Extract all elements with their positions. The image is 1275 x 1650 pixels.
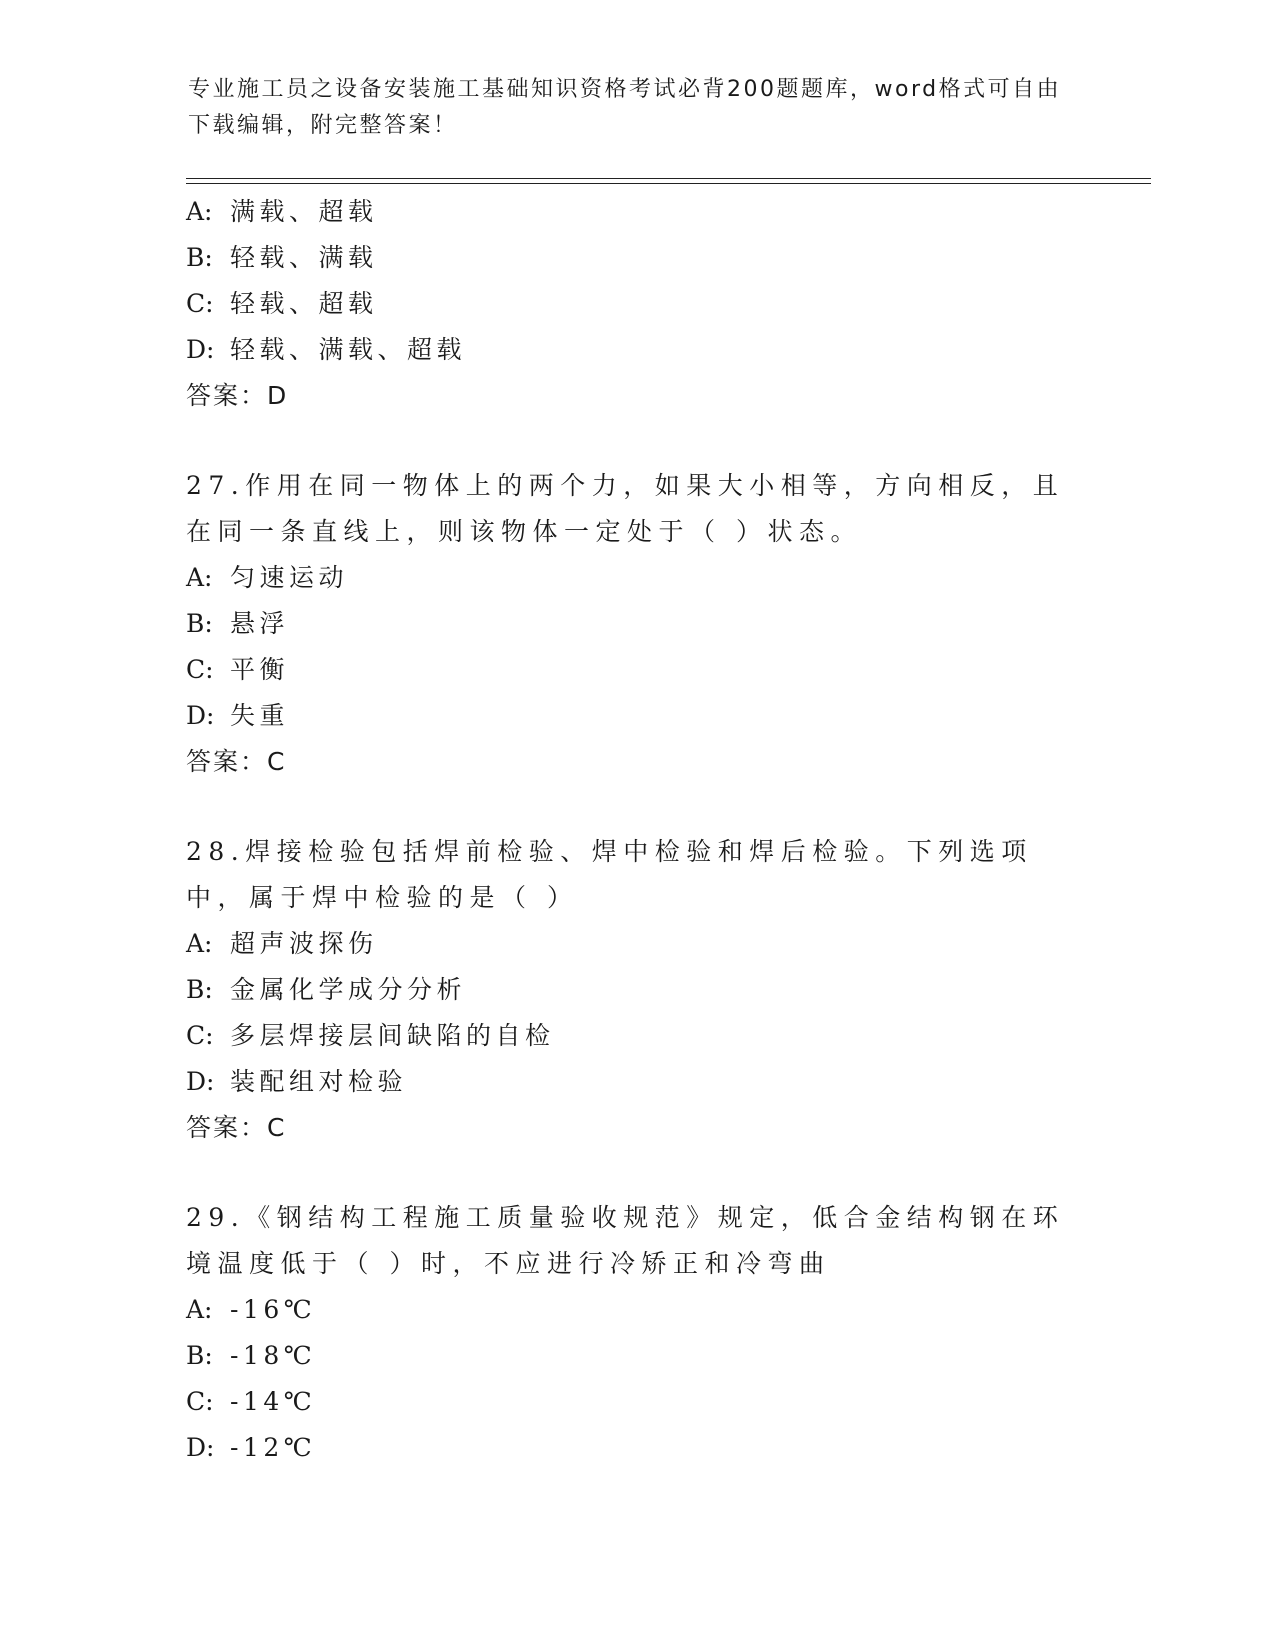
option-a: A: 匀速运动 [186, 563, 349, 592]
option-a: A: -16℃ [186, 1295, 317, 1324]
question-27 [186, 463, 1086, 785]
option-c: C: 轻载、超载 [186, 289, 378, 318]
header-rule-top [186, 178, 1151, 179]
question-text: 29.《钢结构工程施工质量验收规范》规定，低合金结构钢在环境温度低于（ ）时，不应进行冷矫正和冷弯曲 [186, 1203, 1065, 1278]
answer: 答案：C [186, 747, 287, 776]
question-28 [186, 829, 1086, 1151]
option-b: B: -18℃ [186, 1341, 317, 1370]
option-d: D: -12℃ [186, 1433, 317, 1462]
answer: 答案：D [186, 381, 289, 410]
option-a: A: 满载、超载 [186, 197, 378, 226]
question-29 [186, 1195, 1086, 1471]
answer: 答案：C [186, 1113, 287, 1142]
document-header: 专业施工员之设备安装施工基础知识资格考试必背200题题库，word格式可自由下载编辑，附完整答案！ [188, 77, 1062, 138]
document-body [186, 189, 1086, 1471]
option-b: B: 轻载、满载 [186, 243, 378, 272]
option-b: B: 金属化学成分分析 [186, 975, 467, 1004]
option-c: C: -14℃ [186, 1387, 317, 1416]
option-b: B: 悬浮 [186, 609, 290, 638]
option-a: A: 超声波探伤 [186, 929, 378, 958]
option-d: D: 轻载、满载、超载 [186, 335, 467, 364]
option-c: C: 多层焊接层间缺陷的自检 [186, 1021, 555, 1050]
header-rule-bottom [186, 183, 1151, 184]
question-26-remainder [186, 189, 1086, 419]
option-d: D: 失重 [186, 701, 290, 730]
question-text: 28.焊接检验包括焊前检验、焊中检验和焊后检验。下列选项中，属于焊中检验的是（ ） [186, 837, 1033, 912]
option-c: C: 平衡 [186, 655, 290, 684]
option-d: D: 装配组对检验 [186, 1067, 408, 1096]
question-text: 27.作用在同一物体上的两个力，如果大小相等，方向相反，且在同一条直线上，则该物体一定处于（ ）状态。 [186, 471, 1065, 546]
